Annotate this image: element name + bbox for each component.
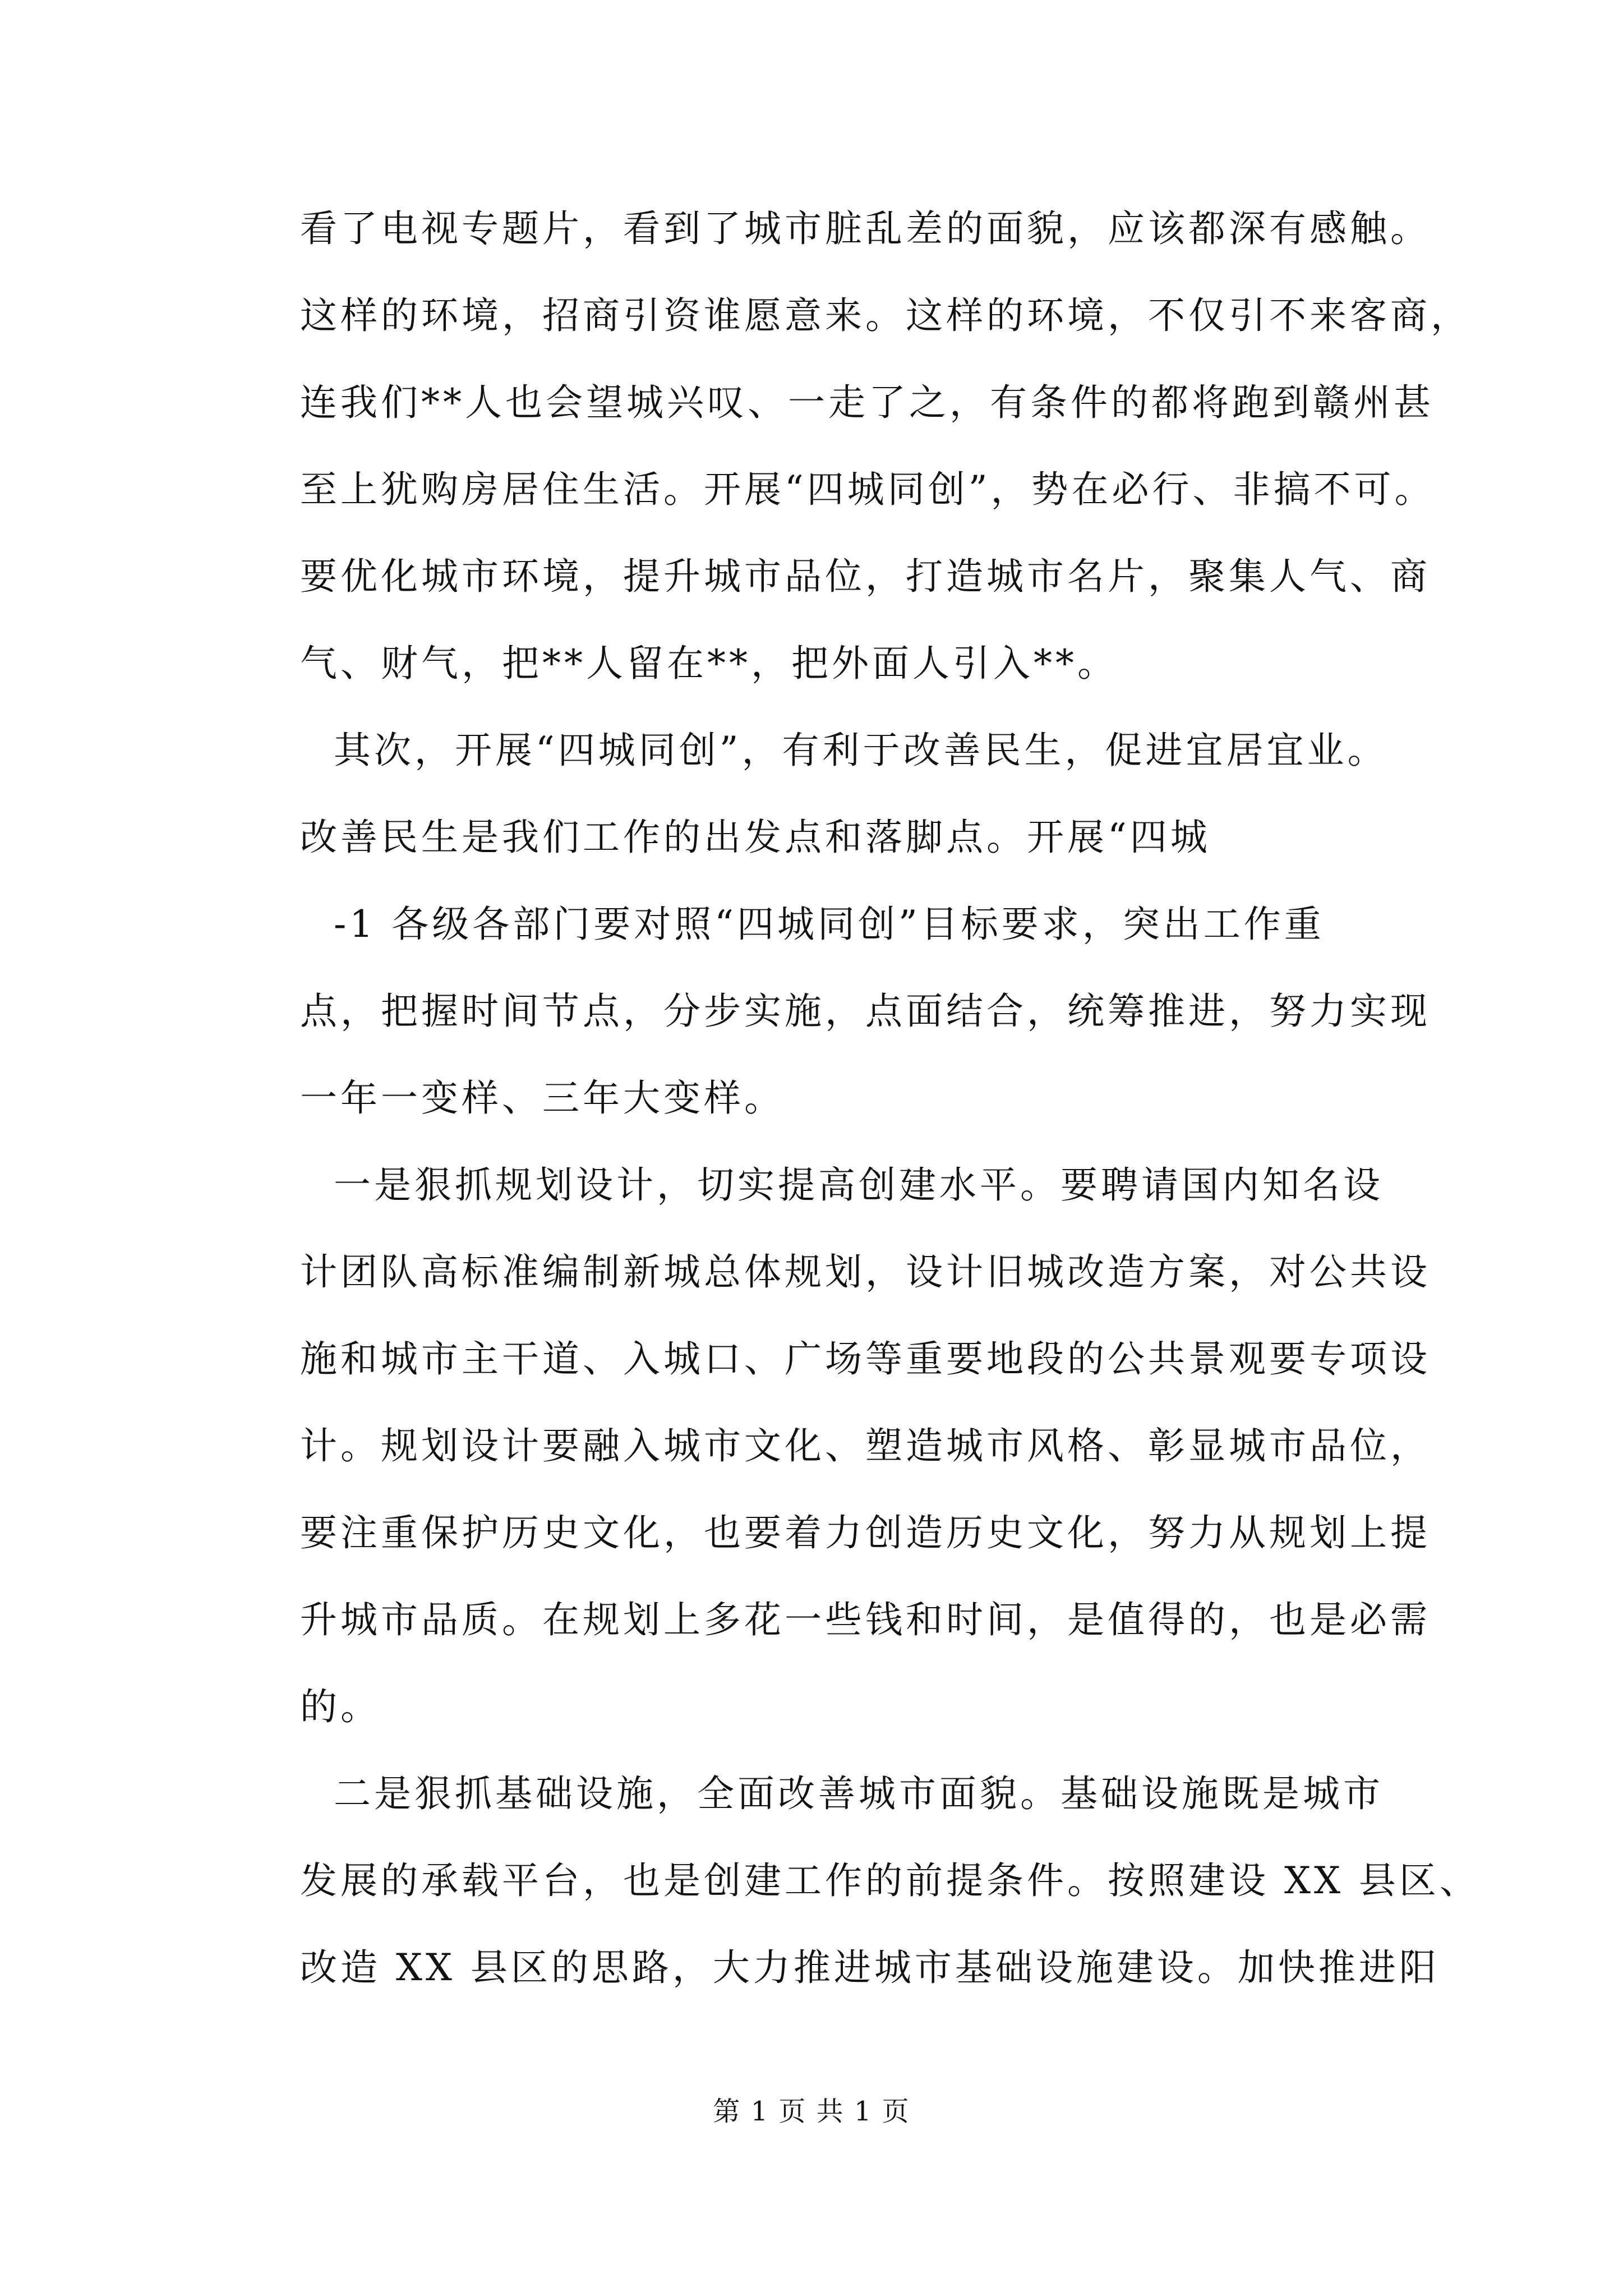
text-line: 连我们**人也会望城兴叹、一走了之，有条件的都将跑到赣州甚: [300, 381, 1434, 424]
text-line: 点，把握时间节点，分步实施，点面结合，统筹推进，努力实现: [300, 990, 1431, 1033]
text-line: 至上犹购房居住生活。开展“四城同创”，势在必行、非搞不可。: [300, 468, 1435, 511]
text-line: 看了电视专题片，看到了城市脏乱差的面貌，应该都深有感触。: [300, 207, 1431, 250]
text-line: 施和城市主干道、入城口、广场等重要地段的公共景观要专项设: [300, 1337, 1431, 1381]
text-line: 升城市品质。在规划上多花一些钱和时间，是值得的，也是必需: [300, 1598, 1431, 1641]
text-line: 改善民生是我们工作的出发点和落脚点。开展“四城: [300, 816, 1211, 859]
text-line: 计。规划设计要融入城市文化、塑造城市风格、彰显城市品位，: [300, 1424, 1431, 1467]
text-line: 这样的环境，招商引资谁愿意来。这样的环境，不仅引不来客商，: [300, 294, 1471, 337]
page-footer: 第 1 页 共 1 页: [713, 2096, 910, 2127]
paragraph-start-line: 二是狠抓基础设施，全面改善城市面貌。基础设施既是城市: [334, 1772, 1384, 1815]
paragraph-start-line: 一是狠抓规划设计，切实提高创建水平。要聘请国内知名设: [334, 1163, 1384, 1207]
paragraph-start-line: 其次，开展“四城同创”，有利于改善民生，促进宜居宜业。: [334, 729, 1388, 772]
text-line: 计团队高标准编制新城总体规划，设计旧城改造方案，对公共设: [300, 1250, 1431, 1294]
paragraph-start-line: -1 各级各部门要对照“四城同创”目标要求，突出工作重: [334, 903, 1325, 946]
text-line: 改造 XX 县区的思路，大力推进城市基础设施建设。加快推进阳: [300, 1946, 1440, 1989]
text-line: 要优化城市环境，提升城市品位，打造城市名片，聚集人气、商: [300, 555, 1431, 598]
text-line: 气、财气，把**人留在**，把外面人引入**。: [300, 642, 1118, 685]
text-line: 的。: [300, 1685, 381, 1728]
text-line: 一年一变样、三年大变样。: [300, 1076, 785, 1120]
text-line: 要注重保护历史文化，也要着力创造历史文化，努力从规划上提: [300, 1511, 1431, 1554]
text-line: 发展的承载平台，也是创建工作的前提条件。按照建设 XX 县区、: [300, 1859, 1480, 1902]
